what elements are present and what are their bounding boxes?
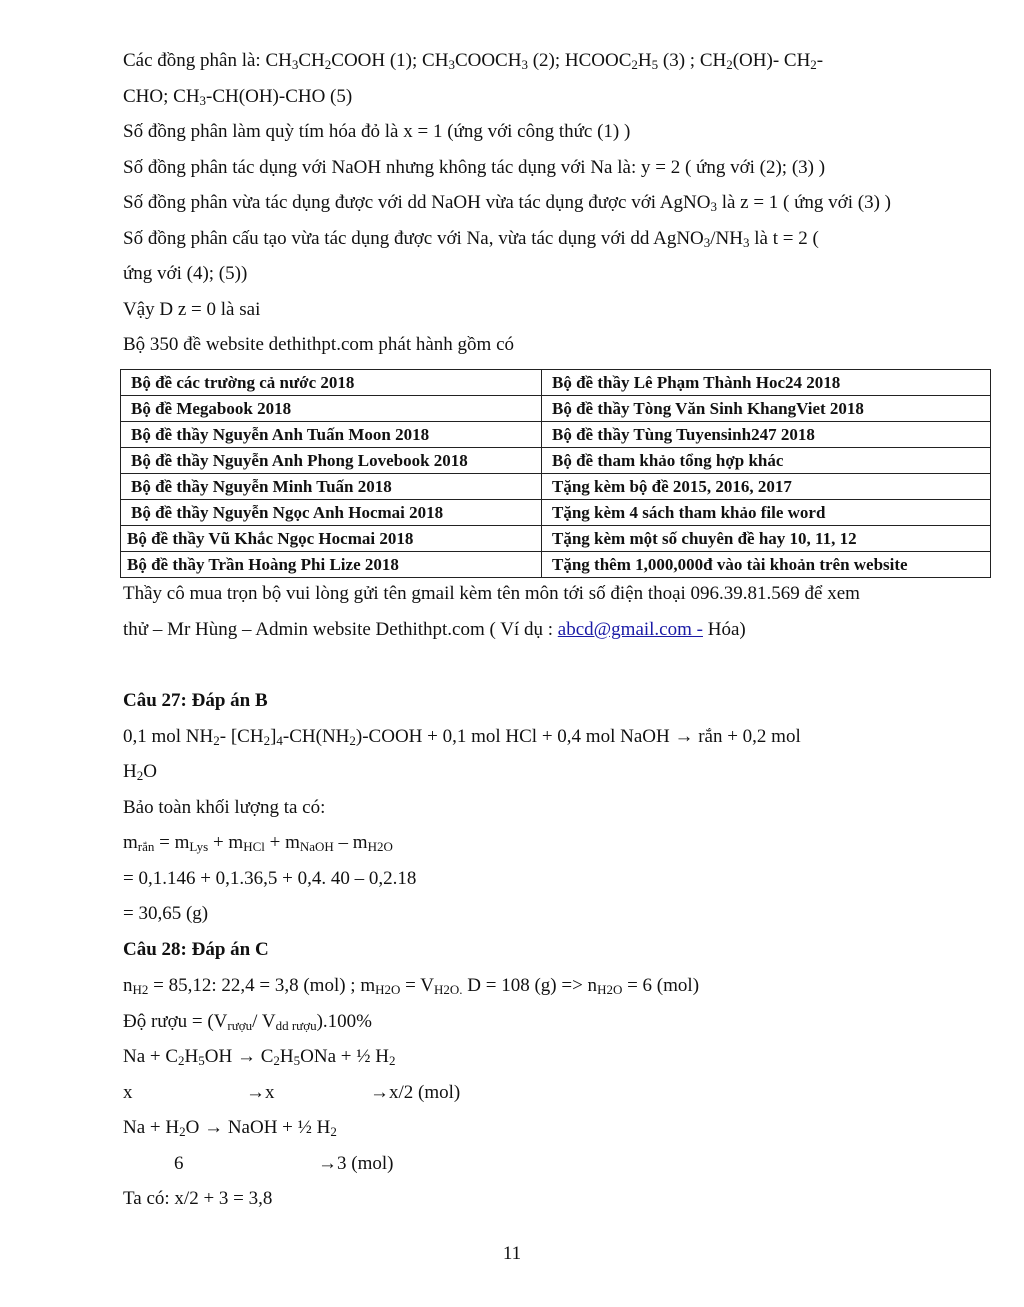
q28-moles-line: $n_{H2} = 85,12$: 22,4 = 3,8 (mol) ; $m_{H2O} = V_{H2O.}$ D = 108 $(g) => n_{H2O} = 6$ (mol) bbox=[123, 975, 700, 997]
table-cell: Bộ đề thầy Tòng Văn Sinh KhangViet 2018 bbox=[542, 396, 991, 422]
table-cell: Bộ đề thầy Nguyễn Minh Tuấn 2018 bbox=[121, 474, 542, 500]
isomer-t-line: Số đồng phân cấu tạo vừa tác dụng được với Na, vừa tác dụng với dd $AgNO_3/NH_3$ là t = 2 ( bbox=[123, 228, 819, 250]
table-row bbox=[121, 500, 991, 526]
table-cell: Bộ đề các trường cả nước 2018 bbox=[121, 370, 542, 396]
book-set-intro: Bộ 350 đề website dethithpt.com phát hành gồm có bbox=[123, 334, 515, 355]
table-row bbox=[121, 526, 991, 552]
table-cell: Bộ đề tham khảo tổng hợp khác bbox=[542, 448, 991, 474]
q28-alcohol-degree-line: Độ rượu = ($V_{rượu}/$ $V_{dd rượu}).100\%$ bbox=[123, 1011, 372, 1033]
q28-reaction-2: $Na + H_2O$ → NaOH + ½ $H_2$ bbox=[123, 1117, 337, 1139]
table-cell: Bộ đề thầy Nguyễn Anh Phong Lovebook 2018 bbox=[121, 448, 542, 474]
q27-equation-line-2: $H_2O$ bbox=[123, 761, 157, 783]
isomer-y-line: Số đồng phân tác dụng với NaOH nhưng không tác dụng với Na là: y = 2 ( ứng với (2); (3) ) bbox=[123, 157, 826, 178]
q27-mass-formula: $m_{rắn} = m_{Lys} + m_{HCl} + m_{NaOH} - m_{H2O}$ bbox=[123, 832, 393, 854]
table-cell: Bộ đề thầy Nguyễn Ngọc Anh Hocmai 2018 bbox=[121, 500, 542, 526]
table-row bbox=[121, 370, 991, 396]
isomer-list-line-2: CHO; $CH_3-CH(OH)$-CHO (5) bbox=[123, 86, 353, 108]
table-cell: Tặng thêm 1,000,000đ vào tài khoản trên website bbox=[542, 552, 991, 578]
table-row bbox=[121, 396, 991, 422]
isomer-z-line: Số đồng phân vừa tác dụng được với dd NaOH vừa tác dụng được với AgNO$_3$ là z = 1 ( ứng với (3) ) bbox=[123, 192, 891, 214]
table-row bbox=[121, 552, 991, 578]
q28-reaction-1-moles: x →x →x/2 (mol) bbox=[123, 1082, 461, 1103]
q28-reaction-1: $Na + C_2H_5OH \to C_2H_5ONa$ + ½ $H_2$ bbox=[123, 1046, 396, 1068]
isomer-x-line: Số đồng phân làm quỳ tím hóa đỏ là x = 1 (ứng với công thức (1) ) bbox=[123, 121, 631, 142]
isomer-list-line-1: Các đồng phân là: $CH_3CH_2COOH$ (1); $CH_3COOCH_3$ (2); $HCOOC_2H_5$ (3) ; $CH_2(OH)-$ $CH_2-$ bbox=[123, 50, 824, 72]
table-cell: Tặng kèm bộ đề 2015, 2016, 2017 bbox=[542, 474, 991, 500]
table-cell: Bộ đề thầy Nguyễn Anh Tuấn Moon 2018 bbox=[121, 422, 542, 448]
table-row bbox=[121, 474, 991, 500]
table-row bbox=[121, 422, 991, 448]
email-link[interactable]: abcd@gmail.com - bbox=[557, 619, 703, 640]
table-cell: Bộ đề thầy Lê Phạm Thành Hoc24 2018 bbox=[542, 370, 991, 396]
q27-equation-line: 0,1 mol $NH_2-$ $[CH_2]_4-CH(NH_2)$-COOH + 0,1 mol HCl + 0,4 mol NaOH → rắn + 0,2 mol bbox=[123, 726, 801, 748]
q27-result-line: = 30,65 (g) bbox=[123, 903, 209, 924]
page-number: 11 bbox=[502, 1243, 522, 1264]
question-28-title: Câu 28: Đáp án C bbox=[123, 939, 269, 960]
contact-line-1: Thầy cô mua trọn bộ vui lòng gửi tên gmail kèm tên môn tới số điện thoại 096.39.81.569 để xem bbox=[123, 583, 860, 604]
contact-line-2: thử – Mr Hùng – Admin website Dethithpt.com ( Ví dụ : abcd@gmail.com - Hóa) bbox=[123, 619, 746, 640]
table-cell: Tặng kèm 4 sách tham khảo file word bbox=[542, 500, 991, 526]
books-table bbox=[120, 369, 991, 578]
q28-equation-line: Ta có: x/2 + 3 = 3,8 bbox=[123, 1188, 273, 1209]
table-cell: Tặng kèm một số chuyên đề hay 10, 11, 12 bbox=[542, 526, 991, 552]
table-cell: Bộ đề thầy Trần Hoàng Phi Lize 2018 bbox=[121, 552, 542, 578]
table-row bbox=[121, 448, 991, 474]
table-cell: Bộ đề thầy Vũ Khắc Ngọc Hocmai 2018 bbox=[121, 526, 542, 552]
isomer-t-line-2: ứng với (4); (5)) bbox=[123, 263, 248, 284]
question-27-title: Câu 27: Đáp án B bbox=[123, 690, 268, 711]
q27-conservation-line: Bảo toàn khối lượng ta có: bbox=[123, 797, 326, 818]
table-cell: Bộ đề thầy Tùng Tuyensinh247 2018 bbox=[542, 422, 991, 448]
table-cell: Bộ đề Megabook 2018 bbox=[121, 396, 542, 422]
conclusion-line: Vậy D z = 0 là sai bbox=[123, 299, 261, 320]
q27-calc-line: = 0,1.146 + 0,1.36,5 + 0,4. 40 – 0,2.18 bbox=[123, 868, 417, 889]
